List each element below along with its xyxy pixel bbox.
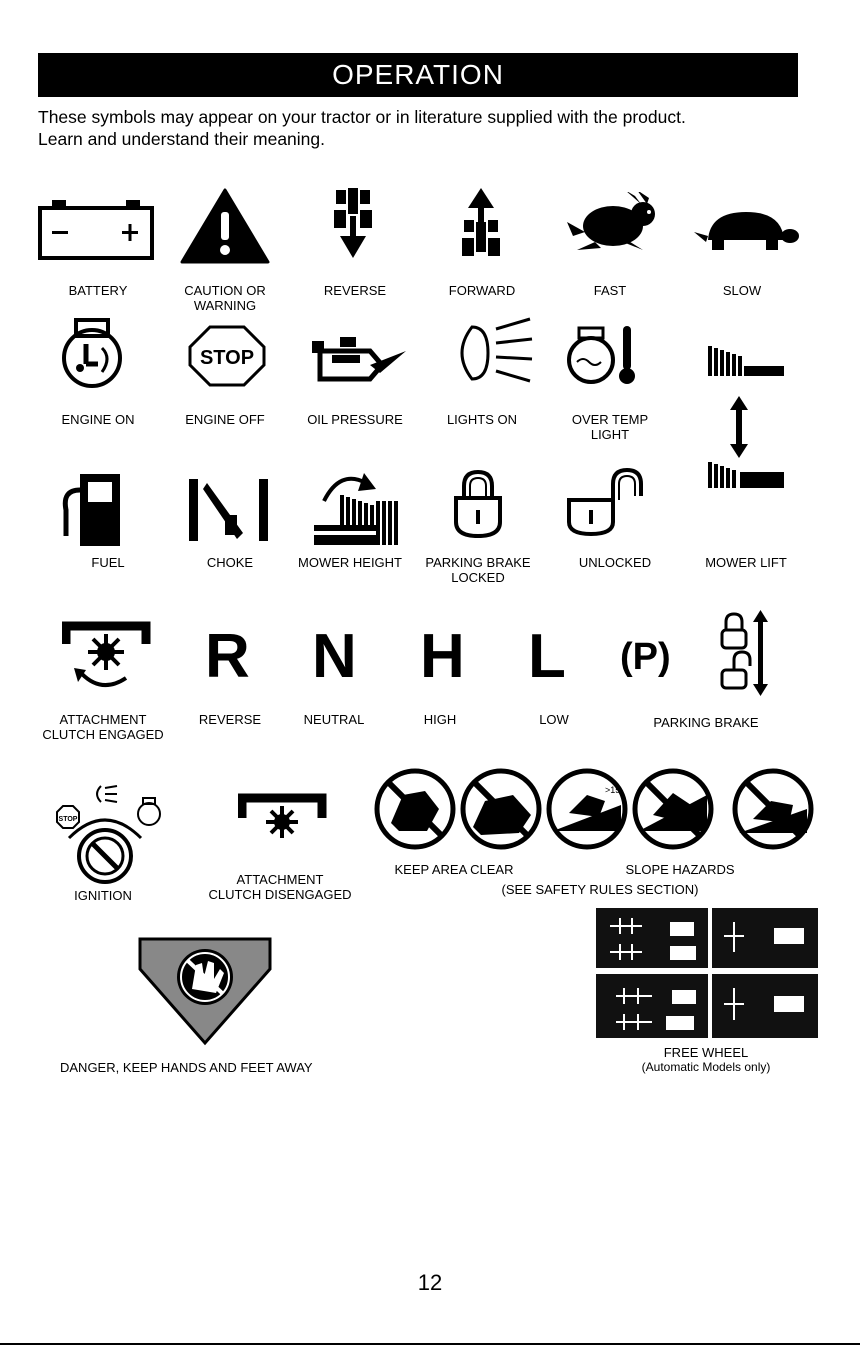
choke-icon — [185, 475, 275, 545]
forward-tractor-icon — [458, 186, 504, 266]
ignition-label: IGNITION — [74, 888, 132, 903]
neutral-label: NEUTRAL — [303, 712, 365, 727]
fast-label: FAST — [593, 283, 627, 298]
keep-area-clear-icon-1 — [377, 771, 453, 847]
fuel-label: FUEL — [91, 555, 125, 570]
padlock-unlocked-icon — [565, 466, 655, 538]
over-temp-icon — [565, 322, 645, 388]
mower-height-label: MOWER HEIGHT — [298, 555, 402, 570]
turtle-slow-icon — [690, 206, 800, 256]
reverse-tractor-icon — [330, 186, 376, 266]
parking-locked-label: PARKING BRAKE LOCKED — [425, 555, 531, 585]
warning-triangle-icon — [180, 188, 270, 264]
slope-hazard-icon-2 — [635, 771, 711, 847]
see-safety-label: (SEE SAFETY RULES SECTION) — [501, 882, 699, 897]
section-title: OPERATION — [332, 59, 504, 90]
slow-label: SLOW — [722, 283, 762, 298]
forward-label: FORWARD — [448, 283, 516, 298]
attachment-disengaged-label: ATTACHMENT CLUTCH DISENGAGED — [208, 872, 352, 902]
fuel-pump-icon — [60, 470, 130, 550]
engine-off-label: ENGINE OFF — [185, 412, 265, 427]
attachment-engaged-label: ATTACHMENT CLUTCH ENGAGED — [42, 712, 164, 742]
reverse-letter: R — [205, 622, 250, 691]
engine-on-label: ENGINE ON — [61, 412, 135, 427]
ignition-icon — [45, 780, 175, 890]
parking-p-symbol: (P) — [620, 636, 671, 678]
neutral-letter: N — [312, 622, 357, 691]
free-wheel-note: (Automatic Models only) — [641, 1060, 771, 1074]
mower-lift-icon — [700, 340, 800, 500]
svg-text:STOP: STOP — [199, 347, 255, 369]
danger-label: DANGER, KEEP HANDS AND FEET AWAY — [60, 1060, 313, 1075]
rabbit-fast-icon — [565, 192, 665, 252]
intro-text — [38, 106, 828, 150]
danger-hands-icon — [136, 935, 274, 1047]
caution-label: CAUTION OR WARNING — [184, 283, 266, 313]
oil-pressure-label: OIL PRESSURE — [307, 412, 403, 427]
mower-height-icon — [310, 465, 410, 549]
slope-hazard-icon-1 — [549, 771, 625, 847]
intro-line-2: Learn and understand their meaning. — [38, 129, 326, 149]
attachment-clutch-engaged-icon — [62, 618, 152, 698]
intro-line-1: These symbols may appear on your tractor or in literature supplied with the product. — [38, 107, 686, 127]
oil-can-icon — [310, 335, 410, 385]
free-wheel-icon — [596, 908, 818, 1038]
low-letter: L — [528, 622, 566, 691]
keep-area-clear-icon-2 — [463, 771, 539, 847]
attachment-clutch-disengaged-icon — [238, 790, 328, 840]
hazard-pictograms — [373, 765, 823, 855]
padlock-locked-icon — [452, 468, 504, 540]
high-label: HIGH — [423, 712, 457, 727]
low-label: LOW — [539, 712, 569, 727]
mower-lift-label: MOWER LIFT — [705, 555, 787, 570]
section-header — [38, 53, 798, 97]
choke-label: CHOKE — [206, 555, 254, 570]
stop-engine-off-icon — [188, 325, 266, 387]
engine-on-icon — [58, 318, 128, 390]
lights-on-icon — [450, 315, 540, 390]
bottom-border — [0, 1343, 860, 1345]
battery-label: BATTERY — [68, 283, 128, 298]
high-letter: H — [420, 622, 465, 691]
keep-area-clear-label: KEEP AREA CLEAR — [394, 862, 514, 877]
parking-brake-label: PARKING BRAKE — [653, 715, 759, 730]
reverse-r-label: REVERSE — [198, 712, 262, 727]
page-number: 12 — [417, 1270, 443, 1295]
parking-brake-lock-icon — [718, 610, 770, 696]
over-temp-label: OVER TEMP LIGHT — [571, 412, 649, 442]
unlocked-label: UNLOCKED — [578, 555, 652, 570]
battery-icon — [38, 200, 158, 260]
slope-hazards-label: SLOPE HAZARDS — [625, 862, 735, 877]
slope-hazard-icon-3 — [735, 771, 811, 847]
reverse-label: REVERSE — [323, 283, 387, 298]
svg-text:>15: >15 — [605, 785, 621, 795]
lights-on-label: LIGHTS ON — [446, 412, 518, 427]
svg-text:STOP: STOP — [58, 816, 78, 823]
free-wheel-label: FREE WHEEL — [663, 1045, 749, 1060]
